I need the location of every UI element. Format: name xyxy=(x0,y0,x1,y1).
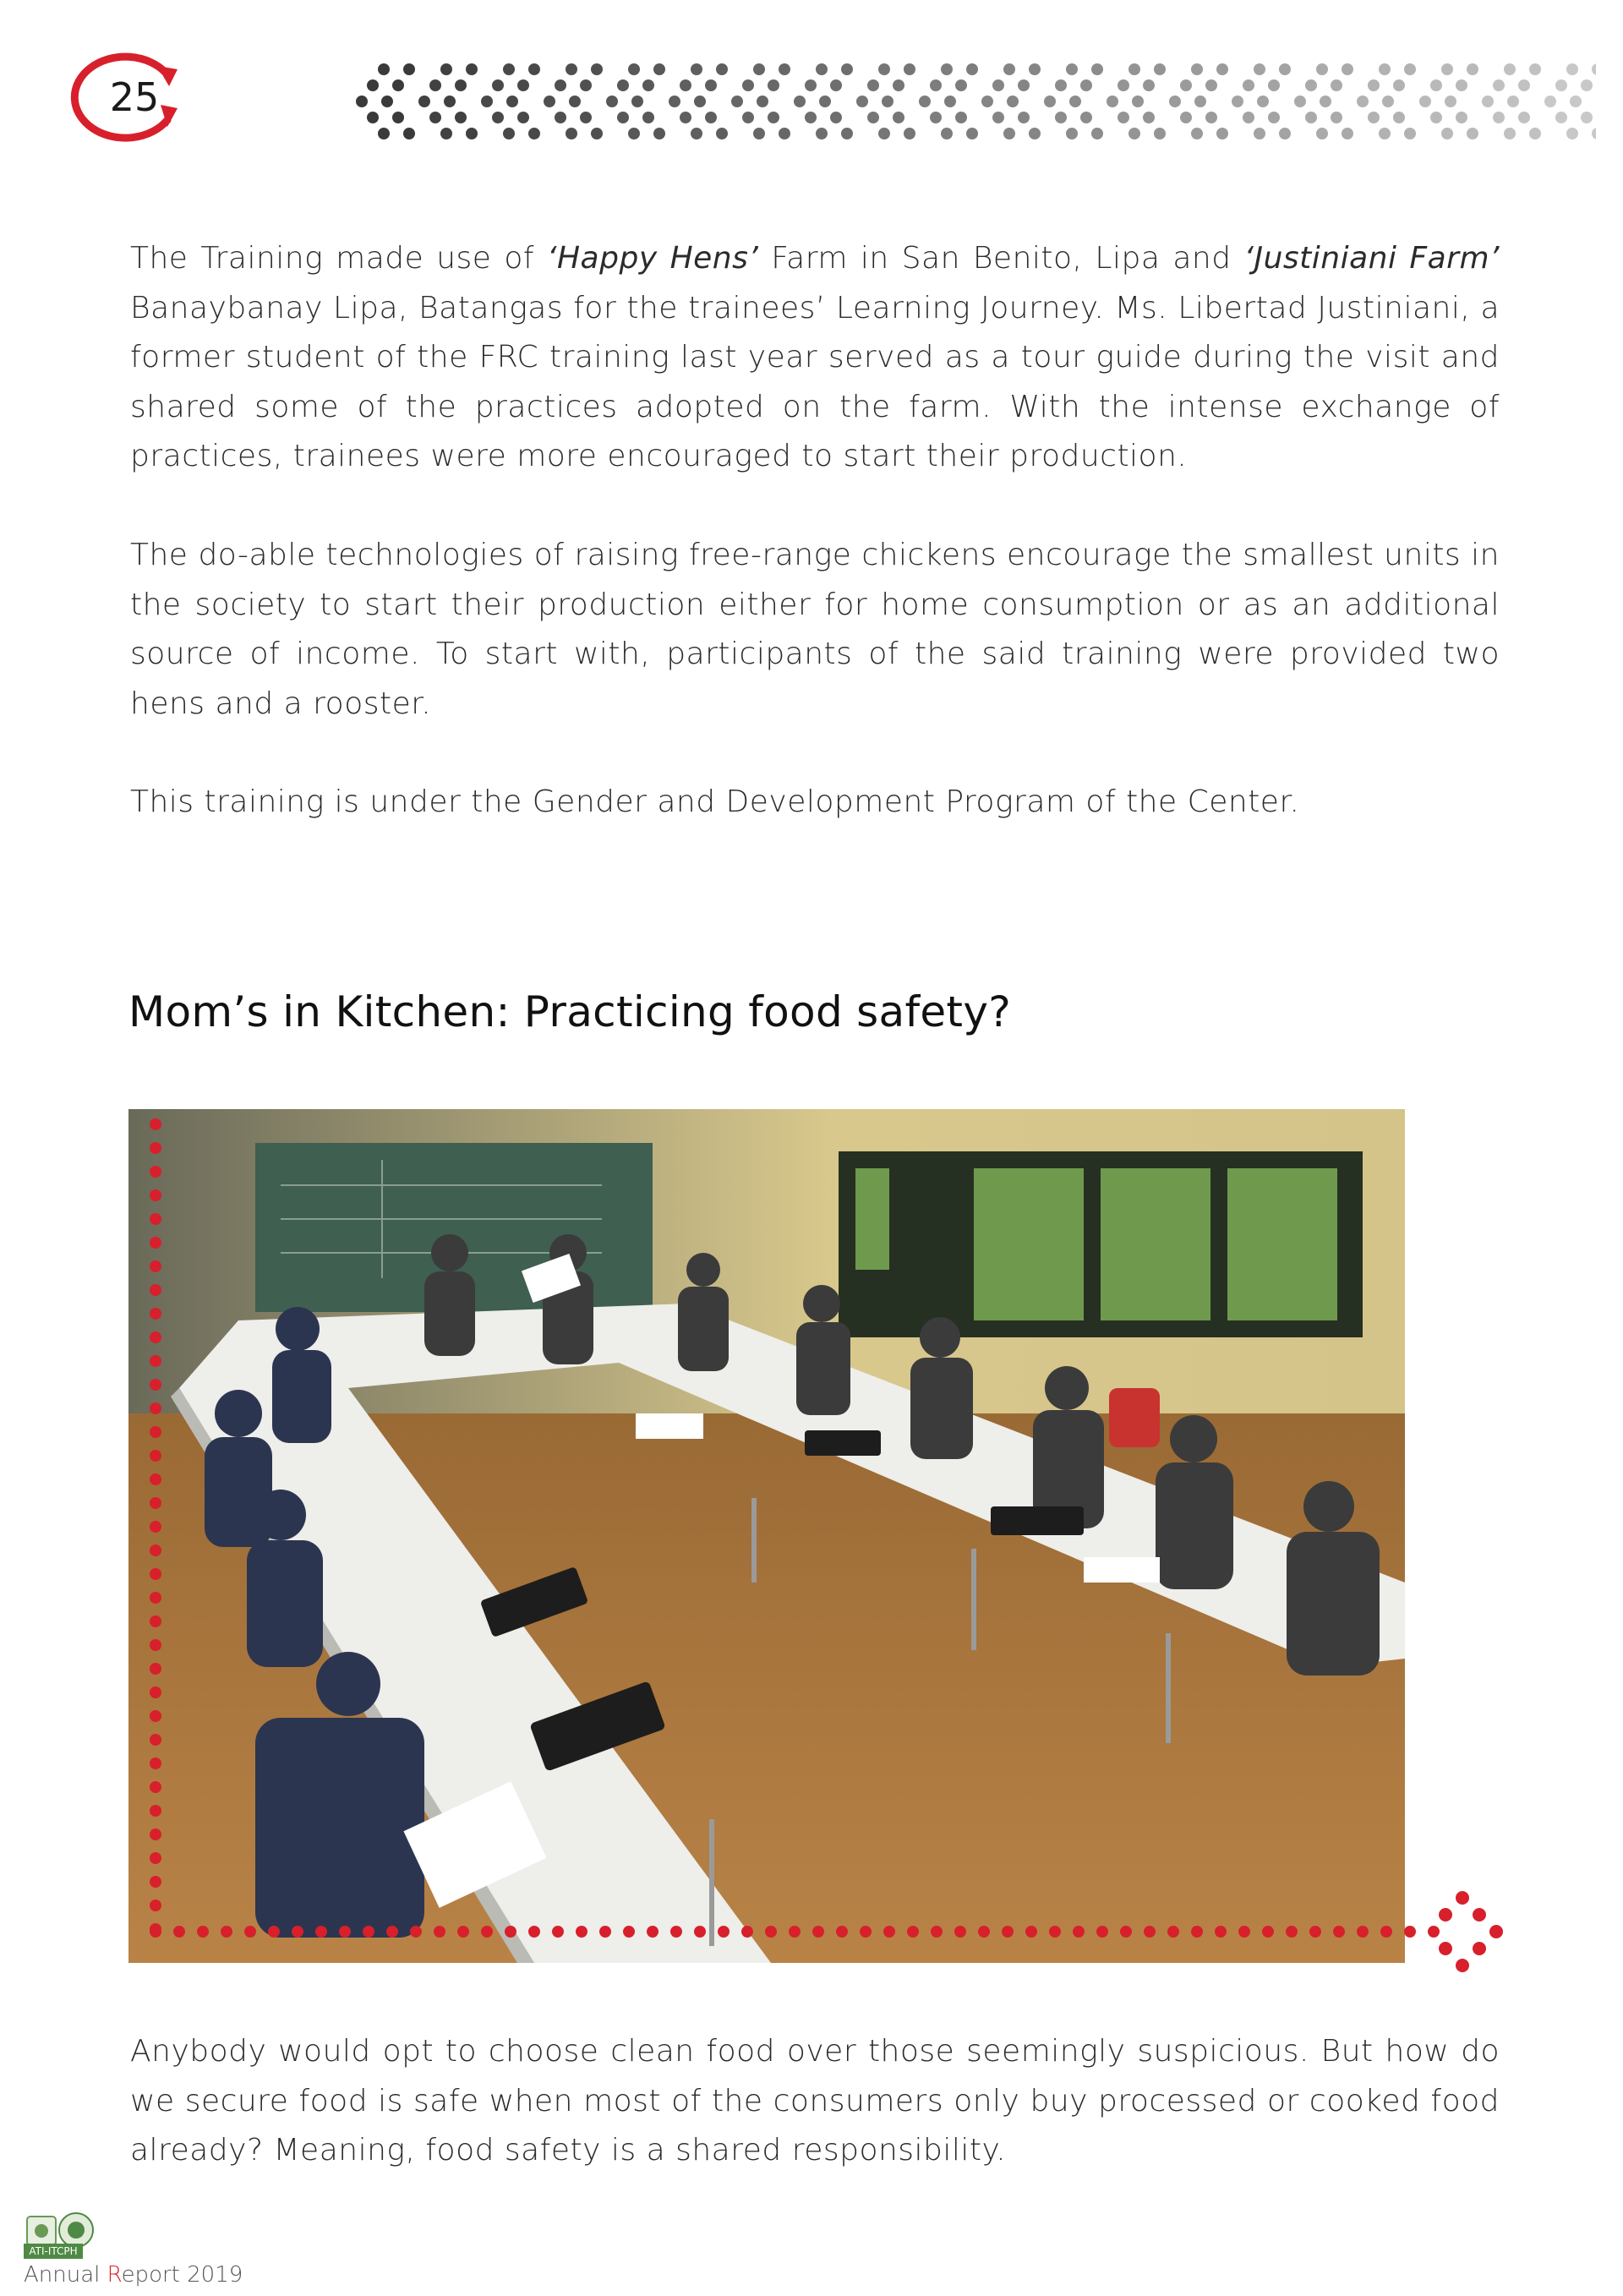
chevron-mark xyxy=(1419,63,1478,139)
frame-dot xyxy=(1489,1925,1503,1938)
farm-name-justiniani: ‘Justiniani Farm’ xyxy=(1243,241,1500,276)
intro-paragraph xyxy=(130,234,1500,482)
frame-dot xyxy=(1456,1959,1469,1972)
food-safety-paragraph: Anybody would opt to choose clean food over those seemingly suspicious. But how do we secure food is safe when most of the consumers only buy processed or cooked food already? Meaning, food safety is a shared responsibility. xyxy=(130,2034,1500,2168)
chevron-mark xyxy=(356,63,415,139)
frame-dot xyxy=(1473,1908,1486,1922)
chevron-mark xyxy=(1544,63,1596,139)
chevron-mark xyxy=(481,63,540,139)
section-heading: Mom’s in Kitchen: Practicing food safety? xyxy=(128,987,1012,1036)
chevron-mark xyxy=(919,63,978,139)
free-range-paragraph: The do-able technologies of raising free-range chickens encourage the smallest units in the society to start their production either for home consumption or as an additional source of income. To start with, participants of the said training were provided two hens and a rooster. xyxy=(130,538,1500,721)
program-paragraph: This training is under the Gender and Development Program of the Center. xyxy=(130,784,1300,819)
classroom-photo-icon xyxy=(128,1109,1405,1963)
report-word-annual: Annual xyxy=(24,2262,101,2288)
frame-dot xyxy=(1428,1926,1440,1938)
report-word-year: eport 2019 xyxy=(121,2262,243,2288)
training-photo xyxy=(128,1109,1405,1963)
chevron-mark xyxy=(1107,63,1166,139)
footer-report-title xyxy=(24,2262,243,2288)
chevron-mark xyxy=(981,63,1041,139)
chevron-mark xyxy=(669,63,728,139)
paragraph-text: Banaybanay Lipa, Batangas for the trainees’ Learning Journey. Ms. Libertad Justiniani, a former student of the FRC training last year served as a tour guide during the visit and shared some of the practices adopted on the farm. With the intense exchange of practices, trainees were more encouraged to start their production. xyxy=(130,290,1500,473)
chevron-mark xyxy=(606,63,665,139)
chevron-mark xyxy=(794,63,853,139)
frame-dot xyxy=(1439,1908,1452,1922)
chevron-mark xyxy=(1482,63,1541,139)
chevron-mark xyxy=(731,63,790,139)
chevron-mark xyxy=(1294,63,1353,139)
frame-dot xyxy=(1404,1926,1416,1938)
frame-dot xyxy=(1439,1942,1452,1955)
chevron-mark xyxy=(1232,63,1291,139)
chevron-mark xyxy=(1044,63,1103,139)
frame-dot xyxy=(1456,1891,1469,1905)
chevron-decoration xyxy=(345,57,1596,145)
farm-name-happy-hens: ‘Happy Hens’ xyxy=(547,241,759,276)
double-chevron-left-icon xyxy=(345,57,1596,145)
chevron-mark xyxy=(1357,63,1416,139)
paragraph-text: Farm in San Benito, Lipa and xyxy=(758,241,1244,276)
page-number-badge xyxy=(66,52,193,150)
chevron-mark xyxy=(544,63,603,139)
footer-caption: ATI-ITCPH xyxy=(24,2244,83,2259)
chevron-mark xyxy=(418,63,478,139)
frame-dot xyxy=(1473,1942,1486,1955)
paragraph-text: The Training made use of xyxy=(130,241,548,276)
report-letter-r: R xyxy=(107,2262,122,2288)
chevron-mark xyxy=(1169,63,1228,139)
page-number: 25 xyxy=(109,74,160,120)
chevron-mark xyxy=(856,63,915,139)
